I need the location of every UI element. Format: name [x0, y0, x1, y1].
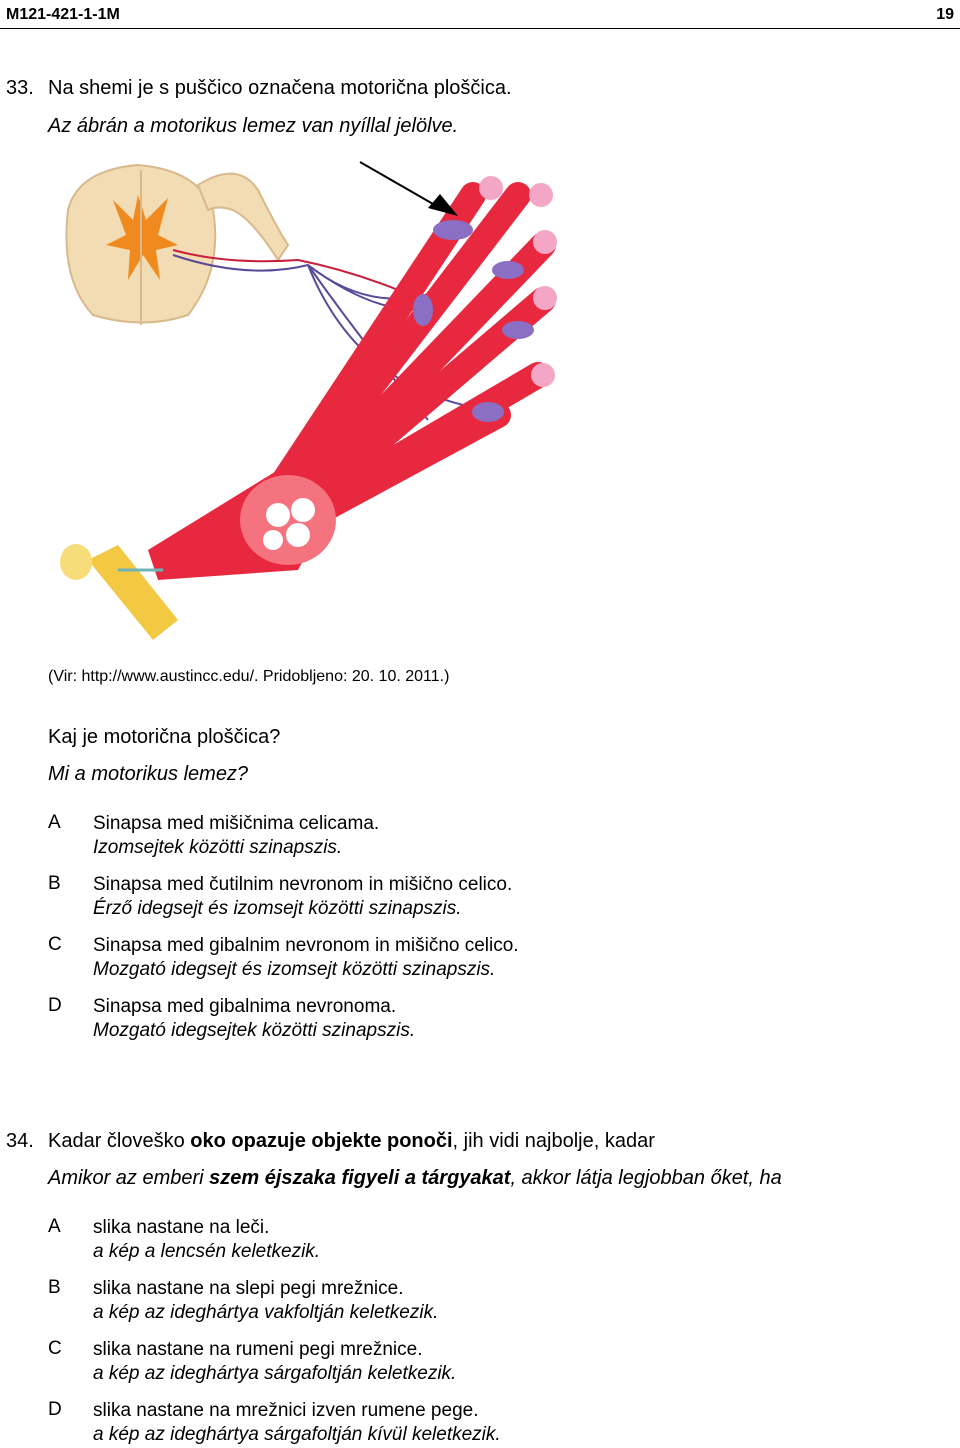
question-number-34: 34. — [6, 1130, 34, 1152]
spinal-cord-illustration — [66, 165, 288, 325]
q33-option-b-sl: Sinapsa med čutilnim nevronom in mišično celico. — [93, 874, 513, 895]
q33-stem-hu: Az ábrán a motorikus lemez van nyíllal jelölve. — [48, 115, 459, 137]
q34-stem-sl — [48, 1130, 655, 1153]
q33-option-a-sl: Sinapsa med mišičnima celicama. — [93, 813, 380, 834]
q34-stem-sl-emphasis: oko opazuje objekte ponoči — [190, 1130, 453, 1152]
page-header — [0, 0, 960, 29]
q33-option-a-hu: Izomsejtek közötti szinapszis. — [93, 837, 343, 858]
exam-code: M121-421-1-1M — [6, 6, 120, 23]
q33-option-d-letter: D — [48, 995, 62, 1016]
q34-option-a-sl: slika nastane na leči. — [93, 1217, 270, 1238]
q34-option-b-hu: a kép az ideghártya vakfoltján keletkezik. — [93, 1302, 439, 1323]
motor-end-plate-diagram — [48, 150, 568, 650]
q33-option-a-letter: A — [48, 812, 61, 833]
question-number-33: 33. — [6, 77, 34, 99]
q34-option-b-sl: slika nastane na slepi pegi mrežnice. — [93, 1278, 404, 1299]
q34-option-c-sl: slika nastane na rumeni pegi mrežnice. — [93, 1339, 423, 1360]
q34-option-a-hu: a kép a lencsén keletkezik. — [93, 1241, 321, 1262]
muscle-fibers — [278, 176, 557, 515]
q33-question-hu: Mi a motorikus lemez? — [48, 763, 249, 785]
muscle-belly-and-tendon — [60, 470, 336, 640]
q34-stem-hu-start: Amikor az emberi — [48, 1167, 210, 1189]
page-number: 19 — [936, 6, 954, 23]
q34-option-d — [93, 1399, 501, 1447]
q34-stem-hu-emphasis: szem éjszaka figyeli a tárgyakat — [209, 1167, 511, 1189]
q34-option-d-sl: slika nastane na mrežnici izven rumene pege. — [93, 1400, 479, 1421]
figure-source: (Vir: http://www.austincc.edu/. Pridobljeno: 20. 10. 2011.) — [48, 668, 450, 685]
q34-option-a-letter: A — [48, 1216, 61, 1237]
q34-option-b-letter: B — [48, 1277, 61, 1298]
q34-option-c-letter: C — [48, 1338, 62, 1359]
q34-option-a — [93, 1216, 320, 1264]
q33-option-b — [93, 873, 512, 921]
q33-option-c-sl: Sinapsa med gibalnim nevronom in mišično celico. — [93, 935, 519, 956]
q34-option-b — [93, 1277, 438, 1325]
q33-option-c — [93, 934, 519, 982]
q34-stem-hu — [48, 1167, 782, 1190]
q33-option-b-letter: B — [48, 873, 61, 894]
q33-option-d-sl: Sinapsa med gibalnima nevronoma. — [93, 996, 397, 1017]
q34-option-d-hu: a kép az ideghártya sárgafoltján kívül keletkezik. — [93, 1424, 501, 1445]
q34-option-d-letter: D — [48, 1399, 62, 1420]
q33-option-c-hu: Mozgató idegsejt és izomsejt közötti szinapszis. — [93, 959, 496, 980]
q34-option-c — [93, 1338, 456, 1386]
q33-option-b-hu: Érző idegsejt és izomsejt közötti szinapszis. — [93, 898, 462, 919]
q33-option-d — [93, 995, 415, 1043]
q33-question-sl: Kaj je motorična ploščica? — [48, 726, 281, 748]
q33-stem-sl: Na shemi je s puščico označena motorična ploščica. — [48, 77, 512, 99]
q33-option-a — [93, 812, 379, 860]
q33-option-d-hu: Mozgató idegsejtek közötti szinapszis. — [93, 1020, 416, 1041]
q34-stem-sl-start: Kadar človeško — [48, 1130, 191, 1152]
arrow-icon — [360, 162, 458, 216]
q34-option-c-hu: a kép az ideghártya sárgafoltján keletkezik. — [93, 1363, 457, 1384]
q34-stem-hu-end: , akkor látja legjobban őket, ha — [510, 1167, 782, 1189]
q33-option-c-letter: C — [48, 934, 62, 955]
q34-stem-sl-end: , jih vidi najbolje, kadar — [452, 1130, 655, 1152]
